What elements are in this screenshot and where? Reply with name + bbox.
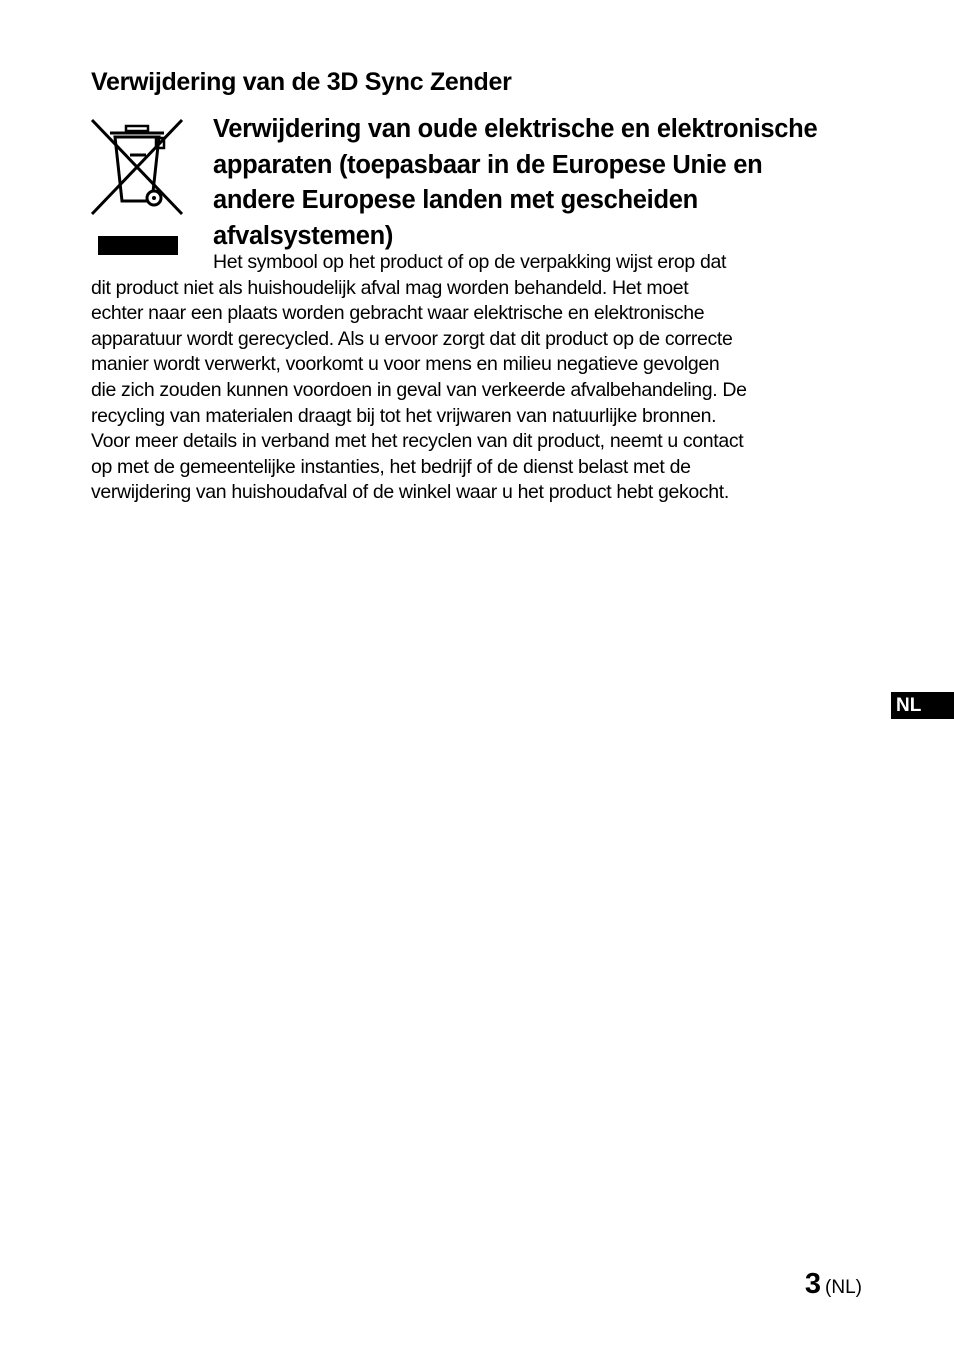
section-title: Verwijdering van de 3D Sync Zender	[91, 68, 512, 96]
body-line: op met de gemeentelijke instanties, het bedrijf of de dienst belast met de	[91, 455, 691, 478]
body-line: apparatuur wordt gerecycled. Als u ervoor zorgt dat dit product op de correcte	[91, 327, 733, 350]
body-line: verwijdering van huishoudafval of de winkel waar u het product hebt gekocht.	[91, 481, 729, 504]
body-line: Het symbool op het product of op de verpakking wijst erop dat	[213, 251, 727, 273]
body-line: dit product niet als huishoudelijk afval mag worden behandeld. Het moet	[91, 276, 689, 299]
body-line: Voor meer details in verband met het recyclen van dit product, neemt u contact	[91, 430, 744, 453]
weee-body-text	[91, 250, 835, 506]
body-line: echter naar een plaats worden gebracht waar elektrische en elektronische	[91, 302, 705, 325]
crossed-out-wheelie-bin-icon	[90, 118, 186, 258]
body-line: die zich zouden kunnen voordoen in geval van verkeerde afvalbehandeling. De	[91, 378, 747, 401]
weee-section-title: Verwijdering van oude elektrische en elektronische apparaten (toepasbaar in de Europese Unie en andere Europese landen met gescheiden afvalsystemen)	[213, 115, 818, 250]
page-number-value: 3	[804, 1268, 822, 1300]
page-number	[805, 1268, 862, 1301]
page-number-suffix: (NL)	[825, 1277, 862, 1298]
body-line: recycling van materialen draagt bij tot het vrijwaren van natuurlijke bronnen.	[91, 404, 717, 427]
body-line: manier wordt verwerkt, voorkomt u voor mens en milieu negatieve gevolgen	[91, 353, 720, 376]
language-tab: NL	[891, 692, 954, 719]
